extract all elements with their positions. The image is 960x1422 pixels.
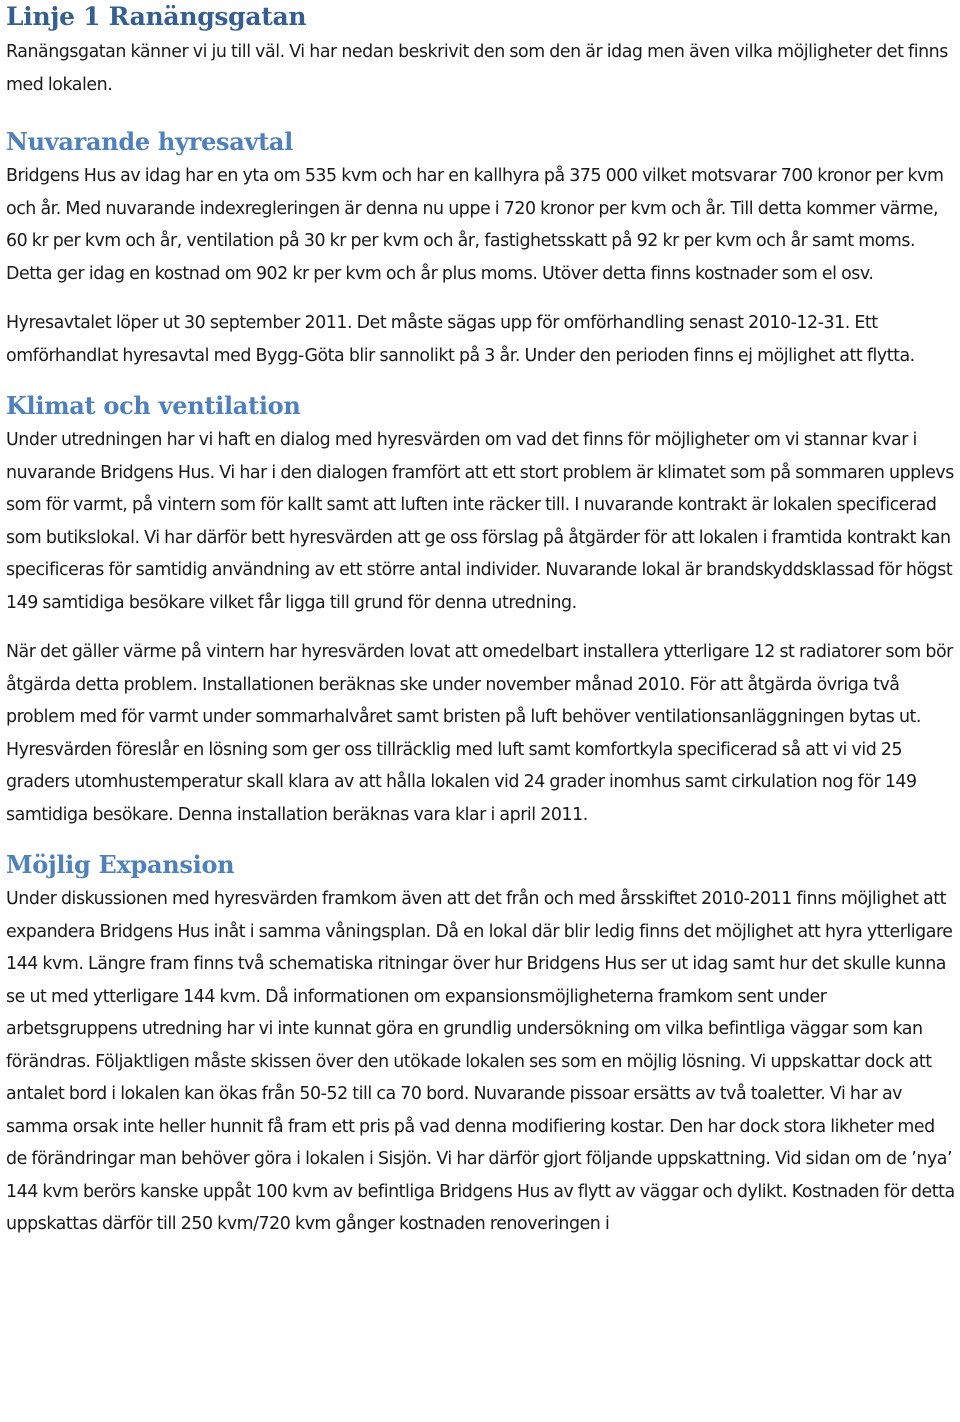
paragraph-ranangsgatan-intro: Ranängsgatan känner vi ju till väl. Vi har nedan beskrivit den som den är idag men även vilka möjligheter det finns med lokalen. [6,42,948,95]
section-heading-klimat-ventilation: Klimat och ventilation [6,391,301,420]
paragraph-hyresavtal-cost: Bridgens Hus av idag har en yta om 535 kvm och har en kallhyra på 375 000 vilket motsvarar 700 kronor per kvm och år. Med nuvarande indexregleringen är denna nu uppe i 720 kronor per kvm och år. Till detta kommer värme, 60 kr per kvm och år, ventilation på 30 kr per kvm och år, fastighetsskatt på 92 kr per kvm och år samt moms. Detta ger idag en kostnad om 902 kr per kvm och år plus moms. Utöver detta finns kostnader som el osv. [6,166,944,284]
paragraph-klimat-atgarder: När det gäller värme på vintern har hyresvärden lovat att omedelbart installera ytterligare 12 st radiatorer som bör åtgärda detta problem. Installationen beräknas ske under november månad 2010. För att åtgärda övriga två problem med för varmt under sommarhalvåret samt bristen på luft behöver ventilationsanläggningen bytas ut. Hyresvärden föreslår en lösning som ger oss tillräcklig med luft samt komfortkyla specificerad så att vi vid 25 graders utomhustemperatur skall klara av att hålla lokalen vid 24 grader inomhus samt cirkulation nog för 149 samtidiga besökare. Denna installation beräknas vara klar i april 2011. [6,642,953,825]
section-heading-nuvarande-hyresavtal: Nuvarande hyresavtal [6,127,294,156]
paragraph-hyresavtal-term: Hyresavtalet löper ut 30 september 2011. Det måste sägas upp för omförhandling senast 2010-12-31. Ett omförhandlat hyresavtal med Bygg-Göta blir sannolikt på 3 år. Under den perioden finns ej möjlighet att flytta. [6,313,915,366]
paragraph-expansion-details: Under diskussionen med hyresvärden framkom även att det från och med årsskiftet 2010-2011 finns möjlighet att expandera Bridgens Hus inåt i samma våningsplan. Då en lokal där blir ledig finns det möjlighet att hyra ytterligare 144 kvm. Längre fram finns två schematiska ritningar över hur Bridgens Hus ser ut idag samt hur det skulle kunna se ut med ytterligare 144 kvm. Då informationen om expansionsmöjligheterna framkom sent under arbetsgruppens utredning har vi inte kunnat göra en grundlig undersökning om vilka befintliga väggar som kan förändras. Följaktligen måste skissen över den utökade lokalen ses som en möjlig lösning. Vi uppskattar dock att antalet bord i lokalen kan ökas från 50-52 till ca 70 bord. Nuvarande pissoar ersätts av två toaletter. Vi har av samma orsak inte heller hunnit få fram ett pris på vad denna modifiering kostar. Den har dock stora likheter med de förändringar man behöver göra i lokalen i Sisjön. Vi har därför gjort följande uppskattning. Vid sidan om de ’nya’ 144 kvm berörs kanske uppåt 100 kvm av befintliga Bridgens Hus av flytt av väggar och dylikt. Kostnaden för detta uppskattas därför till 250 kvm/720 kvm gånger kostnaden renoveringen i [6,889,955,1234]
paragraph-klimat-dialog: Under utredningen har vi haft en dialog med hyresvärden om vad det finns för möjligheter om vi stannar kvar i nuvarande Bridgens Hus. Vi har i den dialogen framfört att ett stort problem är klimatet som på sommaren upplevs som för varmt, på vintern som för kallt samt att luften inte räcker till. I nuvarande kontrakt är lokalen specificerad som butikslokal. Vi har därför bett hyresvärden att ge oss förslag på åtgärder för att lokalen i framtida kontrakt kan specificeras för samtidig användning av ett större antal individer. Nuvarande lokal är brandskyddsklassad för högst 149 samtidiga besökare vilket får ligga till grund för denna utredning. [6,430,954,613]
section-heading-ranangsgatan: Linje 1 Ranängsgatan [6,2,307,31]
section-heading-mojlig-expansion: Möjlig Expansion [6,850,235,879]
document-page [6,0,958,1241]
